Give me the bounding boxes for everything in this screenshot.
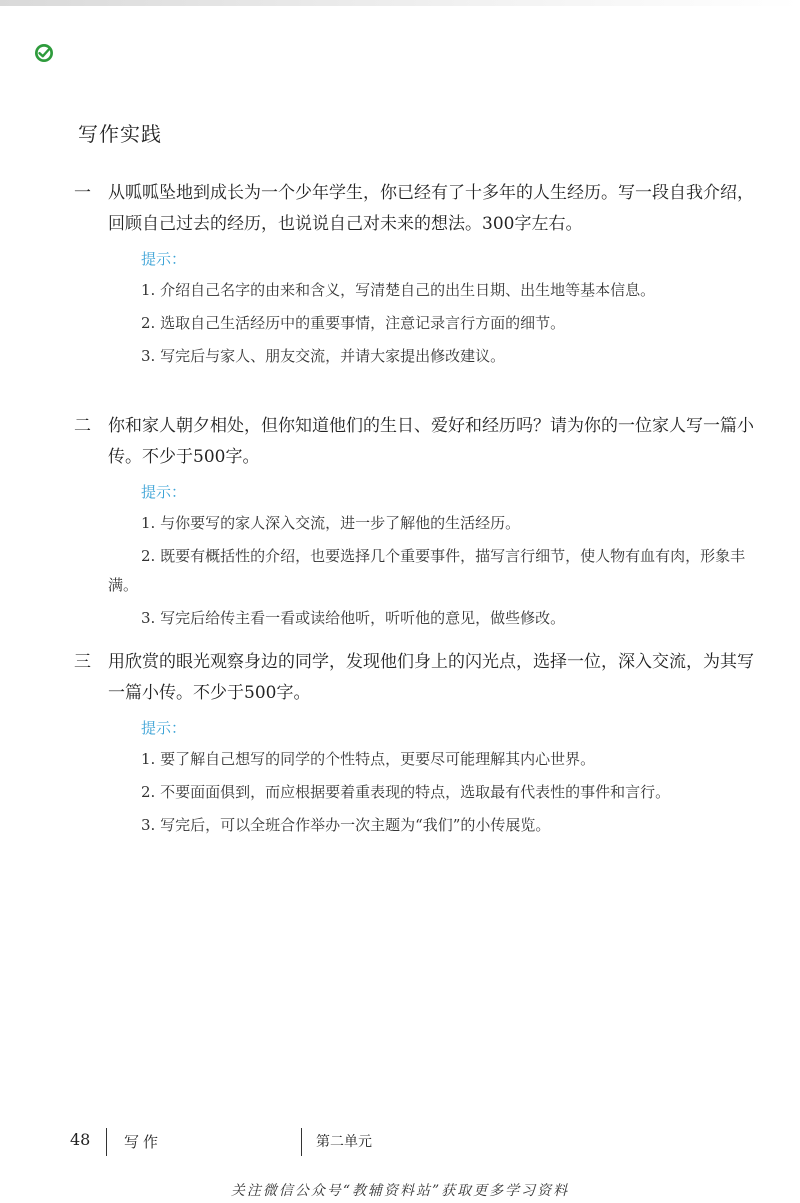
top-bar bbox=[0, 0, 800, 6]
question-1 bbox=[74, 178, 754, 371]
hint-item: 3. 写完后给传主看一看或读给他听，听听他的意见，做些修改。 bbox=[141, 609, 566, 627]
hint-label: 提示： bbox=[141, 719, 187, 737]
question-number: 三 bbox=[74, 652, 91, 672]
question-number: 二 bbox=[74, 416, 91, 436]
hint-item: 2. 既要有概括性的介绍，也要选择几个重要事件，描写言行细节，使人物有血有肉，形象丰满。 bbox=[108, 547, 746, 594]
footer-divider bbox=[106, 1128, 107, 1156]
question-text: 你和家人朝夕相处，但你知道他们的生日、爱好和经历吗？请为你的一位家人写一篇小传。不少于500字。 bbox=[108, 416, 754, 467]
hint-item: 3. 写完后与家人、朋友交流，并请大家提出修改建议。 bbox=[141, 347, 506, 365]
page-title: 写作实践 bbox=[78, 122, 162, 146]
footer-section-label: 写作 bbox=[124, 1133, 163, 1151]
question-2 bbox=[74, 411, 754, 633]
question-text: 用欣赏的眼光观察身边的同学，发现他们身上的闪光点，选择一位，深入交流，为其写一篇小传。不少于500字。 bbox=[108, 652, 754, 703]
watermark-text: 关注微信公众号“教辅资料站”获取更多学习资料 bbox=[230, 1183, 570, 1199]
question-text: 从呱呱坠地到成长为一个少年学生，你已经有了十多年的人生经历。写一段自我介绍，回顾自己过去的经历，也说说自己对未来的想法。300字左右。 bbox=[108, 183, 754, 234]
question-number: 一 bbox=[74, 183, 91, 203]
hint-item: 2. 不要面面俱到，而应根据要着重表现的特点，选取最有代表性的事件和言行。 bbox=[141, 783, 671, 801]
hint-item: 3. 写完后，可以全班合作举办一次主题为“我们”的小传展览。 bbox=[141, 816, 551, 834]
question-3 bbox=[74, 647, 754, 840]
hint-item: 2. 选取自己生活经历中的重要事情，注意记录言行方面的细节。 bbox=[141, 314, 566, 332]
hint-label: 提示： bbox=[141, 250, 187, 268]
hint-label: 提示： bbox=[141, 483, 187, 501]
footer-unit-label: 第二单元 bbox=[316, 1134, 372, 1150]
green-circle-check-icon bbox=[34, 43, 54, 63]
hint-item: 1. 要了解自己想写的同学的个性特点，更要尽可能理解其内心世界。 bbox=[141, 750, 596, 768]
page-number: 48 bbox=[70, 1130, 91, 1149]
hint-item: 1. 介绍自己名字的由来和含义，写清楚自己的出生日期、出生地等基本信息。 bbox=[141, 281, 656, 299]
hint-item: 1. 与你要写的家人深入交流，进一步了解他的生活经历。 bbox=[141, 514, 521, 532]
footer-divider bbox=[301, 1128, 302, 1156]
